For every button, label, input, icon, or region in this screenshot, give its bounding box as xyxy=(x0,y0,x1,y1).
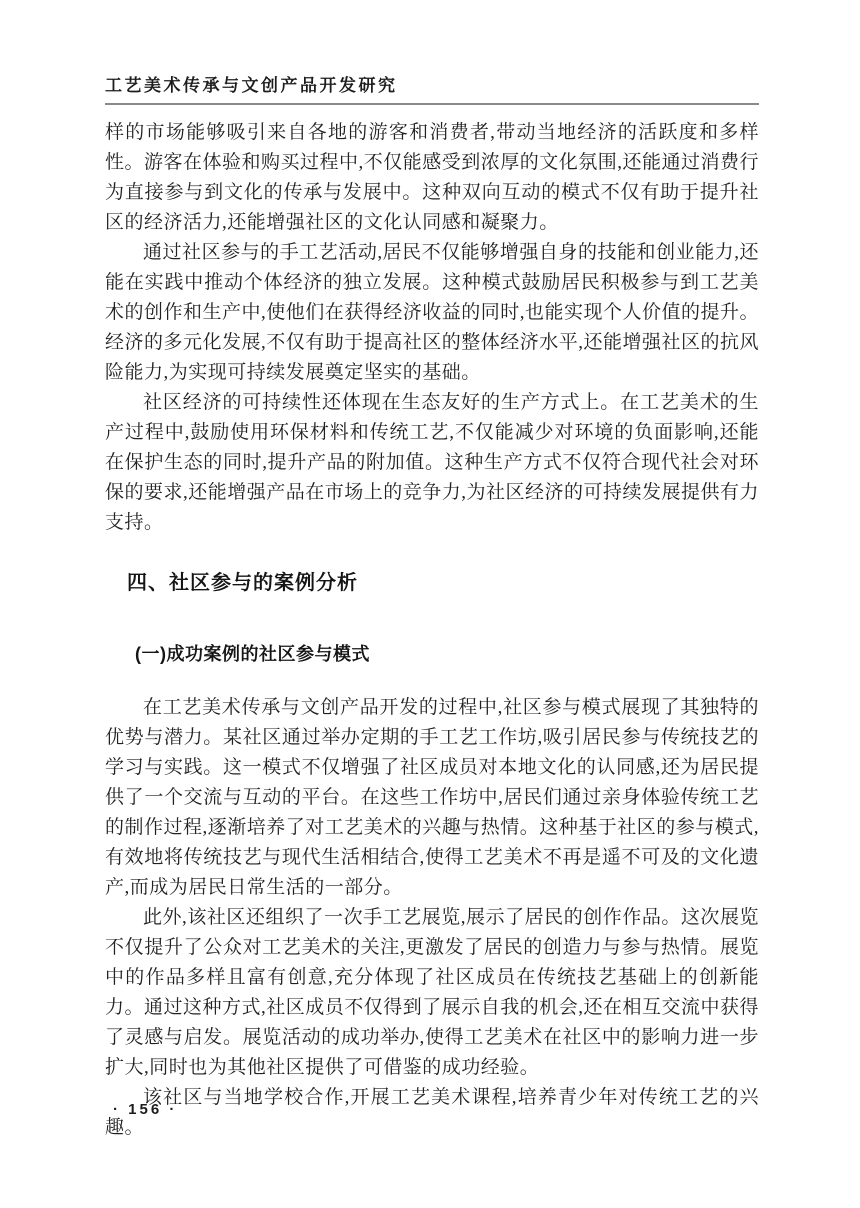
page-content xyxy=(105,0,759,1143)
section-heading: 四、社区参与的案例分析 xyxy=(127,572,358,594)
paragraph-section-1: 在工艺美术传承与文创产品开发的过程中,社区参与模式展现了其独特的优势与潜力。某社区通过举办定期的手工艺工作坊,吸引居民参与传统技艺的学习与实践。这一模式不仅增强了社区成员对本地文化的认同感,还为居民提供了一个交流与互动的平台。在这些工作坊中,居民们通过亲身体验传统工艺的制作过程,逐渐培养了对工艺美术的兴趣与热情。这种基于社区的参与模式,有效地将传统技艺与现代生活相结合,使得工艺美术不再是遥不可及的文化遗产,而成为居民日常生活的一部分。 xyxy=(105,697,760,898)
paragraph-continuation-3: 社区经济的可持续性还体现在生态友好的生产方式上。在工艺美术的生产过程中,鼓励使用环保材料和传统工艺,不仅能减少对环境的负面影响,还能在保护生态的同时,提升产品的附加值。这种生产方式不仅符合现代社会对环保的要求,还能增强产品在市场上的竞争力,为社区经济的可持续发展提供有力支持。 xyxy=(105,392,760,533)
paragraph-section-2: 此外,该社区还组织了一次手工艺展览,展示了居民的创作作品。这次展览不仅提升了公众对工艺美术的关注,更激发了居民的创造力与参与热情。展览中的作品多样且富有创意,充分体现了社区成员在传统技艺基础上的创新能力。通过这种方式,社区成员不仅得到了展示自我的机会,还在相互交流中获得了灵感与启发。展览活动的成功举办,使得工艺美术在社区中的影响力进一步扩大,同时也为其他社区提供了可借鉴的成功经验。 xyxy=(105,907,760,1078)
page-number: · 156 · xyxy=(113,1101,178,1118)
paragraph-continuation-2: 通过社区参与的手工艺活动,居民不仅能够增强自身的技能和创业能力,还能在实践中推动个体经济的独立发展。这种模式鼓励居民积极参与到工艺美术的创作和生产中,使他们在获得经济收益的同时,也能实现个人价值的提升。经济的多元化发展,不仅有助于提高社区的整体经济水平,还能增强社区的抗风险能力,为实现可持续发展奠定坚实的基础。 xyxy=(105,242,760,383)
body-text xyxy=(105,118,759,1143)
running-header xyxy=(105,76,759,105)
running-header-title: 工艺美术传承与文创产品开发研究 xyxy=(105,76,398,95)
subsection-heading: (一)成功案例的社区参与模式 xyxy=(135,644,370,664)
paragraph-section-3: 该社区与当地学校合作,开展工艺美术课程,培养青少年对传统工艺的兴趣。 xyxy=(105,1087,759,1138)
paragraph-continuation-1: 样的市场能够吸引来自各地的游客和消费者,带动当地经济的活跃度和多样性。游客在体验和购买过程中,不仅能感受到浓厚的文化氛围,还能通过消费行为直接参与到文化的传承与发展中。这种双向互动的模式不仅有助于提升社区的经济活力,还能增强社区的文化认同感和凝聚力。 xyxy=(105,122,760,233)
